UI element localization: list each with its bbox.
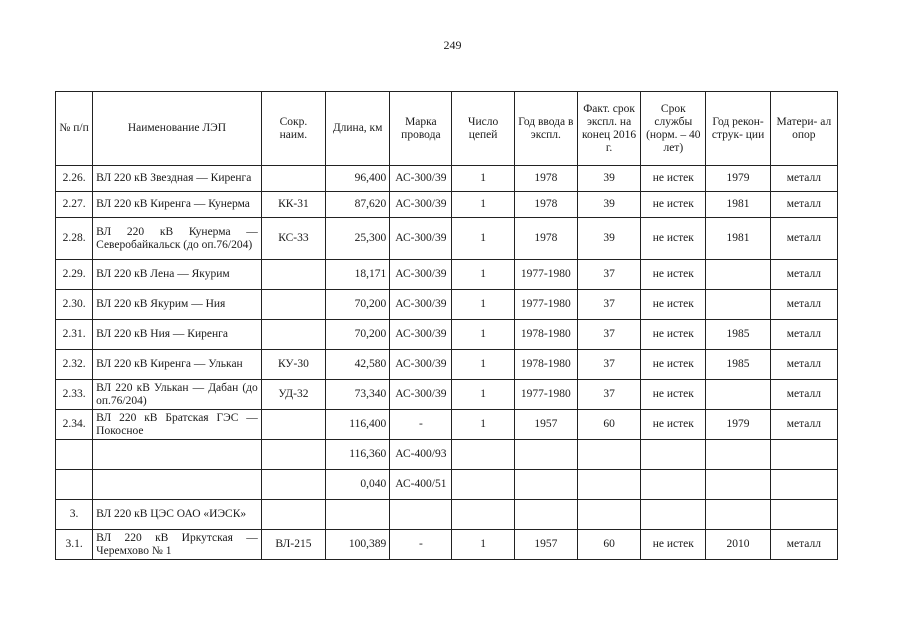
cell-material: [770, 440, 837, 470]
cell-reconstruction-year: 1979: [706, 410, 770, 440]
cell-reconstruction-year: [706, 290, 770, 320]
header-wire: Марка провода: [390, 92, 452, 166]
cell-material: металл: [770, 410, 837, 440]
cell-reconstruction-year: 1981: [706, 218, 770, 260]
cell-material: металл: [770, 290, 837, 320]
cell-service-life: не истек: [641, 350, 706, 380]
table-row: [56, 530, 838, 560]
cell-row-num: 2.30.: [56, 290, 93, 320]
cell-line-name: ВЛ 220 кВ Улькан — Дабан (до оп.76/204): [93, 380, 262, 410]
cell-line-name: ВЛ 220 кВ Якурим — Ния: [93, 290, 262, 320]
cell-service-life: не истек: [641, 530, 706, 560]
cell-material: металл: [770, 380, 837, 410]
cell-line-name: ВЛ 220 кВ ЦЭС ОАО «ИЭСК»: [93, 500, 262, 530]
cell-reconstruction-year: 1981: [706, 192, 770, 218]
cell-circuits: 1: [452, 260, 514, 290]
cell-wire-mark: АС-300/39: [390, 166, 452, 192]
cell-wire-mark: АС-300/39: [390, 350, 452, 380]
header-reconstruction: Год рекон- струк- ции: [706, 92, 770, 166]
header-service-life: Срок службы (норм. – 40 лет): [641, 92, 706, 166]
cell-service-life: [641, 500, 706, 530]
cell-circuits: 1: [452, 380, 514, 410]
cell-material: металл: [770, 218, 837, 260]
header-circuits: Число цепей: [452, 92, 514, 166]
cell-reconstruction-year: [706, 500, 770, 530]
cell-reconstruction-year: 2010: [706, 530, 770, 560]
cell-actual-term: 39: [577, 192, 640, 218]
table-row: [56, 410, 838, 440]
cell-year-in: [514, 440, 577, 470]
cell-year-in: 1978: [514, 166, 577, 192]
cell-length: [326, 500, 390, 530]
cell-length: 96,400: [326, 166, 390, 192]
cell-circuits: 1: [452, 218, 514, 260]
cell-reconstruction-year: [706, 440, 770, 470]
table-row: [56, 320, 838, 350]
cell-year-in: 1977-1980: [514, 290, 577, 320]
cell-circuits: 1: [452, 166, 514, 192]
cell-circuits: 1: [452, 530, 514, 560]
cell-actual-term: 39: [577, 166, 640, 192]
power-lines-table: [55, 91, 838, 560]
cell-actual-term: 39: [577, 218, 640, 260]
header-year-in: Год ввода в экспл.: [514, 92, 577, 166]
table-row: [56, 166, 838, 192]
cell-actual-term: [577, 500, 640, 530]
cell-circuits: 1: [452, 410, 514, 440]
cell-service-life: не истек: [641, 192, 706, 218]
cell-year-in: 1978-1980: [514, 350, 577, 380]
cell-row-num: 2.27.: [56, 192, 93, 218]
cell-abbr: УД-32: [261, 380, 325, 410]
table-row: [56, 500, 838, 530]
cell-wire-mark: -: [390, 530, 452, 560]
cell-actual-term: 60: [577, 410, 640, 440]
cell-row-num: 2.26.: [56, 166, 93, 192]
cell-year-in: [514, 470, 577, 500]
cell-actual-term: 37: [577, 290, 640, 320]
cell-length: 70,200: [326, 290, 390, 320]
cell-length: 70,200: [326, 320, 390, 350]
table-header-row: [56, 92, 838, 166]
cell-reconstruction-year: [706, 470, 770, 500]
header-length: Длина, км: [326, 92, 390, 166]
cell-circuits: 1: [452, 290, 514, 320]
cell-service-life: не истек: [641, 410, 706, 440]
cell-abbr: ВЛ-215: [261, 530, 325, 560]
cell-row-num: 3.: [56, 500, 93, 530]
cell-material: металл: [770, 192, 837, 218]
cell-line-name: ВЛ 220 кВ Братская ГЭС — Покосное: [93, 410, 262, 440]
cell-abbr: [261, 470, 325, 500]
cell-actual-term: 60: [577, 530, 640, 560]
cell-material: металл: [770, 320, 837, 350]
table-row: [56, 470, 838, 500]
cell-length: 42,580: [326, 350, 390, 380]
cell-material: металл: [770, 530, 837, 560]
cell-circuits: [452, 500, 514, 530]
cell-line-name: ВЛ 220 кВ Лена — Якурим: [93, 260, 262, 290]
cell-service-life: [641, 470, 706, 500]
header-name: Наименование ЛЭП: [93, 92, 262, 166]
cell-row-num: [56, 470, 93, 500]
cell-actual-term: 37: [577, 350, 640, 380]
cell-service-life: не истек: [641, 260, 706, 290]
cell-row-num: 2.31.: [56, 320, 93, 350]
cell-year-in: 1978: [514, 218, 577, 260]
cell-actual-term: [577, 470, 640, 500]
cell-reconstruction-year: 1985: [706, 320, 770, 350]
header-num: № п/п: [56, 92, 93, 166]
cell-line-name: ВЛ 220 кВ Кунерма — Северобайкальск (до оп.76/204): [93, 218, 262, 260]
cell-actual-term: 37: [577, 320, 640, 350]
cell-line-name: ВЛ 220 кВ Звездная — Киренга: [93, 166, 262, 192]
cell-actual-term: 37: [577, 380, 640, 410]
cell-circuits: 1: [452, 320, 514, 350]
cell-length: 100,389: [326, 530, 390, 560]
cell-abbr: [261, 166, 325, 192]
cell-wire-mark: АС-300/39: [390, 380, 452, 410]
cell-reconstruction-year: 1985: [706, 350, 770, 380]
cell-length: 18,171: [326, 260, 390, 290]
cell-reconstruction-year: [706, 260, 770, 290]
cell-length: 25,300: [326, 218, 390, 260]
cell-length: 116,400: [326, 410, 390, 440]
cell-wire-mark: АС-300/39: [390, 192, 452, 218]
cell-line-name: ВЛ 220 кВ Киренга — Кунерма: [93, 192, 262, 218]
cell-service-life: не истек: [641, 290, 706, 320]
cell-service-life: не истек: [641, 218, 706, 260]
cell-length: 116,360: [326, 440, 390, 470]
cell-circuits: [452, 470, 514, 500]
cell-service-life: [641, 440, 706, 470]
cell-abbr: КС-33: [261, 218, 325, 260]
table-row: [56, 290, 838, 320]
cell-row-num: 2.33.: [56, 380, 93, 410]
cell-material: металл: [770, 260, 837, 290]
cell-line-name: ВЛ 220 кВ Иркутская — Черемхово № 1: [93, 530, 262, 560]
cell-abbr: [261, 410, 325, 440]
cell-length: 73,340: [326, 380, 390, 410]
cell-year-in: 1978-1980: [514, 320, 577, 350]
cell-wire-mark: АС-400/51: [390, 470, 452, 500]
cell-year-in: 1978: [514, 192, 577, 218]
cell-service-life: не истек: [641, 380, 706, 410]
cell-service-life: не истек: [641, 320, 706, 350]
cell-row-num: 2.32.: [56, 350, 93, 380]
cell-abbr: [261, 500, 325, 530]
cell-wire-mark: -: [390, 410, 452, 440]
table-row: [56, 192, 838, 218]
cell-material: [770, 500, 837, 530]
cell-year-in: 1977-1980: [514, 380, 577, 410]
cell-row-num: 2.34.: [56, 410, 93, 440]
table-row: [56, 350, 838, 380]
cell-material: металл: [770, 350, 837, 380]
cell-year-in: 1957: [514, 530, 577, 560]
cell-row-num: 2.28.: [56, 218, 93, 260]
cell-circuits: 1: [452, 350, 514, 380]
cell-wire-mark: АС-300/39: [390, 290, 452, 320]
header-abbr: Сокр. наим.: [261, 92, 325, 166]
cell-wire-mark: АС-300/39: [390, 218, 452, 260]
cell-circuits: [452, 440, 514, 470]
cell-actual-term: 37: [577, 260, 640, 290]
cell-wire-mark: АС-300/39: [390, 260, 452, 290]
cell-abbr: [261, 320, 325, 350]
cell-service-life: не истек: [641, 166, 706, 192]
cell-abbr: КУ-30: [261, 350, 325, 380]
cell-wire-mark: АС-300/39: [390, 320, 452, 350]
page-number: 249: [443, 38, 462, 52]
cell-actual-term: [577, 440, 640, 470]
table-row: [56, 218, 838, 260]
table-row: [56, 440, 838, 470]
cell-year-in: 1977-1980: [514, 260, 577, 290]
cell-wire-mark: [390, 500, 452, 530]
cell-line-name: [93, 440, 262, 470]
cell-line-name: [93, 470, 262, 500]
cell-length: 87,620: [326, 192, 390, 218]
cell-wire-mark: АС-400/93: [390, 440, 452, 470]
table-row: [56, 380, 838, 410]
cell-reconstruction-year: 1979: [706, 166, 770, 192]
cell-material: [770, 470, 837, 500]
cell-circuits: 1: [452, 192, 514, 218]
header-material: Матери- ал опор: [770, 92, 837, 166]
cell-row-num: 3.1.: [56, 530, 93, 560]
cell-year-in: [514, 500, 577, 530]
cell-line-name: ВЛ 220 кВ Киренга — Улькан: [93, 350, 262, 380]
cell-abbr: [261, 260, 325, 290]
cell-row-num: [56, 440, 93, 470]
cell-material: металл: [770, 166, 837, 192]
cell-reconstruction-year: [706, 380, 770, 410]
cell-abbr: [261, 440, 325, 470]
header-actual-term: Факт. срок экспл. на конец 2016 г.: [577, 92, 640, 166]
cell-length: 0,040: [326, 470, 390, 500]
table-row: [56, 260, 838, 290]
cell-abbr: КК-31: [261, 192, 325, 218]
cell-abbr: [261, 290, 325, 320]
cell-year-in: 1957: [514, 410, 577, 440]
cell-line-name: ВЛ 220 кВ Ния — Киренга: [93, 320, 262, 350]
cell-row-num: 2.29.: [56, 260, 93, 290]
